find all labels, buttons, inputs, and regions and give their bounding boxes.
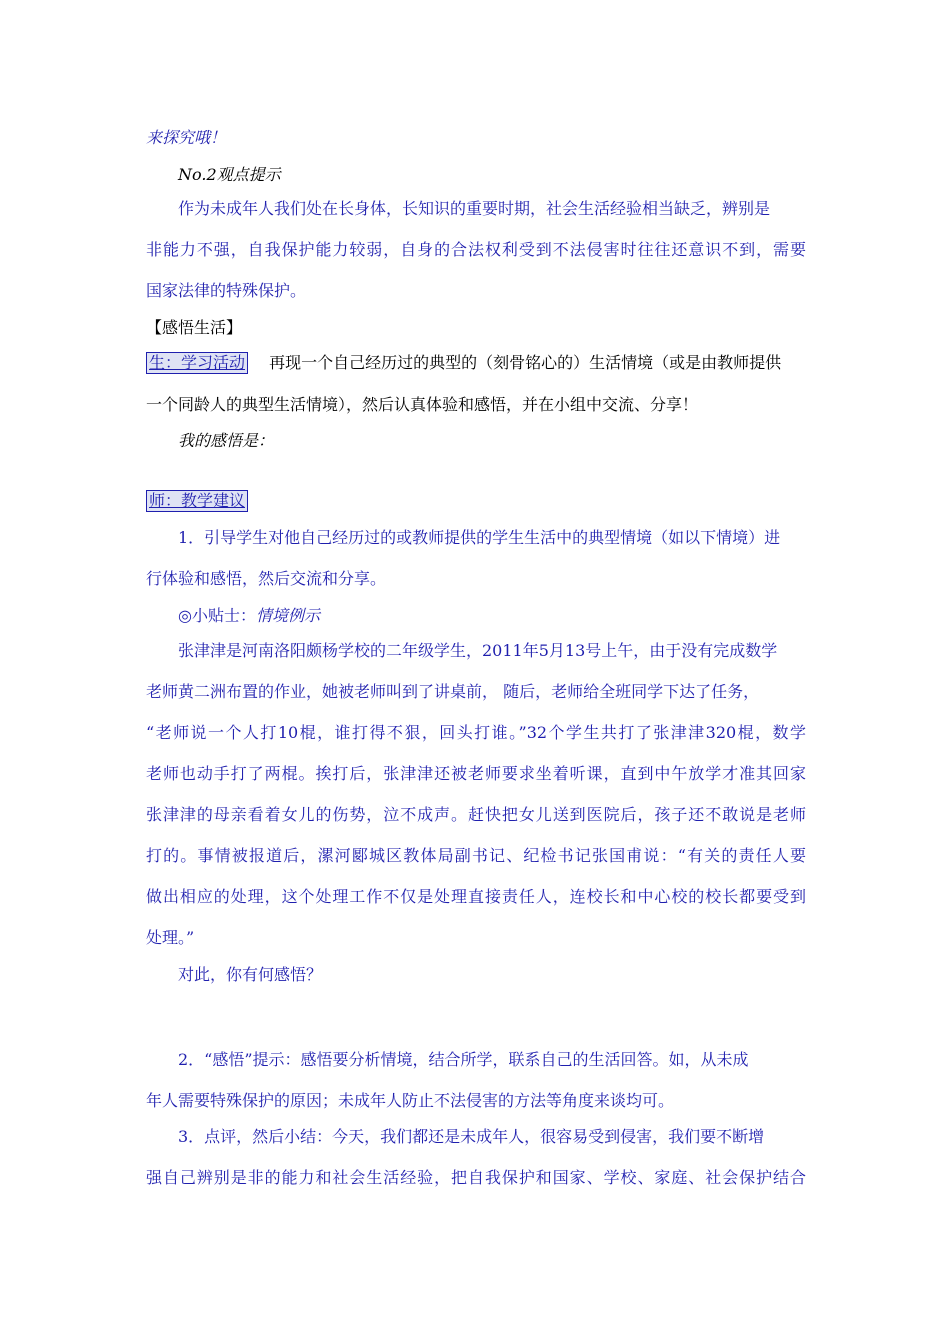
- tip-prefix: ◎小贴士：: [178, 606, 256, 625]
- story-line-4: 老师也动手打了两棍。挨打后，张津津还被老师要求坐着听课，直到中午放学才准其回家: [146, 764, 806, 783]
- tip-line: [178, 605, 320, 627]
- item3-line-1: 3．点评，然后小结：今天，我们都还是未成年人，很容易受到侵害，我们要不断增: [178, 1127, 765, 1146]
- student-activity-text-2: 一个同龄人的典型生活情境），然后认真体验和感悟，并在小组中交流、分享！: [146, 395, 699, 414]
- viewpoint-line-1: 作为未成年人我们处在长身体，长知识的重要时期，社会生活经验相当缺乏，辨别是: [178, 199, 771, 218]
- story-line-5: 张津津的母亲看着女儿的伤势，泣不成声。赶快把女儿送到医院后，孩子还不敢说是老师: [146, 805, 806, 824]
- tip-title: 情境例示: [255, 606, 320, 625]
- item1-line-1: 1．引导学生对他自己经历过的或教师提供的学生生活中的典型情境（如以下情境）进: [178, 528, 781, 547]
- story-line-2: 老师黄二洲布置的作业，她被老师叫到了讲桌前， 随后，老师给全班同学下达了任务，: [146, 682, 760, 701]
- intro-tail: 来探究哦！: [146, 128, 227, 147]
- story-line-1: 张津津是河南洛阳颇杨学校的二年级学生，2011年5月13号上午，由于没有完成数学: [178, 641, 778, 660]
- item2-line-2: 年人需要特殊保护的原因；未成年人防止不法侵害的方法等角度来谈均可。: [146, 1091, 675, 1110]
- story-line-3: “老师说一个人打10棍，谁打得不狠，回头打谁。”32个学生共打了张津津320棍，数学: [146, 723, 806, 742]
- story-line-6: 打的。事情被报道后，漯河郾城区教体局副书记、纪检书记张国甫说：“有关的责任人要: [146, 846, 806, 865]
- my-feeling-prompt: 我的感悟是：: [178, 431, 275, 450]
- student-activity-text-1: 再现一个自己经历过的典型的（刻骨铭心的）生活情境（或是由教师提供: [269, 353, 782, 372]
- item1-line-2: 行体验和感悟，然后交流和分享。: [146, 569, 387, 588]
- viewpoint-line-2: 非能力不强，自我保护能力较弱，自身的合法权利受到不法侵害时往往还意识不到，需要: [146, 240, 806, 259]
- viewpoint-heading: No.2观点提示: [178, 165, 281, 184]
- viewpoint-line-3: 国家法律的特殊保护。: [146, 281, 307, 300]
- story-line-8: 处理。”: [146, 928, 195, 947]
- story-line-7: 做出相应的处理，这个处理工作不仅是处理直接责任人，连校长和中心校的校长都要受到: [146, 887, 806, 906]
- teacher-suggestion-line: [146, 490, 248, 512]
- item2-line-1: 2．“感悟”提示：感悟要分析情境，结合所学，联系自己的生活回答。如，从未成: [178, 1050, 749, 1069]
- student-activity-line: [146, 352, 781, 374]
- section-title: 【感悟生活】: [146, 318, 243, 337]
- teacher-suggestion-tag: 师：教学建议: [146, 490, 248, 512]
- item3-line-2: 强自己辨别是非的能力和社会生活经验，把自我保护和国家、学校、家庭、社会保护结合: [146, 1168, 806, 1187]
- question-line: 对此，你有何感悟？: [178, 965, 323, 984]
- student-activity-tag: 生：学习活动: [146, 352, 248, 374]
